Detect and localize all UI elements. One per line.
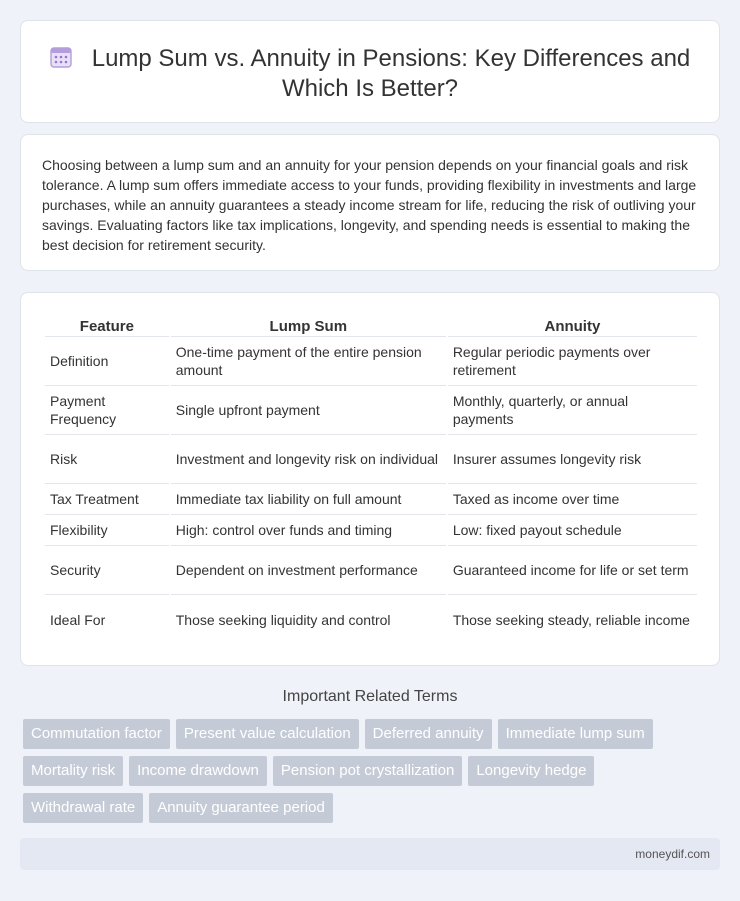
table-cell: Definition	[45, 337, 169, 386]
page-title: Lump Sum vs. Annuity in Pensions: Key Differences and Which Is Better?	[91, 45, 691, 102]
title-card	[20, 20, 720, 123]
table-row	[45, 435, 697, 484]
comparison-card	[20, 292, 720, 666]
table-row	[45, 515, 697, 546]
table-cell: Insurer assumes longevity risk	[448, 435, 697, 484]
table-cell: Investment and longevity risk on individual	[171, 435, 446, 484]
header-annuity: Annuity	[448, 316, 697, 337]
table-cell: Single upfront payment	[171, 386, 446, 435]
related-term-tag[interactable]: Deferred annuity	[365, 719, 492, 749]
related-term-tag[interactable]: Longevity hedge	[468, 756, 594, 786]
table-cell: Those seeking steady, reliable income	[452, 611, 690, 628]
table-cell: Ideal For	[50, 611, 106, 628]
table-row	[45, 546, 697, 595]
table-cell: High: control over funds and timing	[171, 515, 446, 546]
related-terms-list	[23, 719, 713, 830]
related-term-tag[interactable]: Mortality risk	[23, 756, 123, 786]
related-term-tag[interactable]: Income drawdown	[129, 756, 267, 786]
related-term-tag[interactable]: Present value calculation	[176, 719, 359, 749]
calendar-icon	[50, 46, 72, 68]
table-cell: Tax Treatment	[45, 484, 169, 515]
table-cell: Guaranteed income for life or set term	[448, 546, 697, 595]
header-feature: Feature	[45, 316, 169, 337]
table-cell: Regular periodic payments over retirement	[448, 337, 697, 386]
table-cell: Payment Frequency	[45, 386, 169, 435]
table-row	[45, 595, 697, 644]
table-cell: Those seeking liquidity and control	[175, 611, 391, 628]
intro-card	[20, 134, 720, 271]
table-cell: Monthly, quarterly, or annual payments	[448, 386, 697, 435]
related-terms-heading: Important Related Terms	[282, 688, 458, 705]
table-header-row	[45, 316, 697, 337]
table-cell: Low: fixed payout schedule	[448, 515, 697, 546]
related-term-tag[interactable]: Commutation factor	[23, 719, 170, 749]
table-row	[45, 337, 697, 386]
table-cell: Dependent on investment performance	[171, 546, 446, 595]
table-row	[45, 484, 697, 515]
intro-paragraph: Choosing between a lump sum and an annuity for your pension depends on your financial goals and risk tolerance. A lump sum offers immediate access to your funds, providing flexibility in investments and large purchases, while an annuity guarantees a steady income stream for life, reducing the risk of outliving your savings. Evaluating factors like tax implications, longevity, and spending needs is essential to making the best decision for retirement security.	[42, 157, 697, 253]
table-cell: Flexibility	[45, 515, 169, 546]
table-cell: Immediate tax liability on full amount	[171, 484, 446, 515]
footer-site-link[interactable]: moneydif.com	[635, 847, 710, 861]
footer	[20, 838, 720, 870]
related-term-tag[interactable]: Immediate lump sum	[498, 719, 653, 749]
related-term-tag[interactable]: Pension pot crystallization	[273, 756, 462, 786]
table-cell: Security	[45, 546, 169, 595]
table-row	[45, 386, 697, 435]
table-cell: Taxed as income over time	[448, 484, 697, 515]
table-cell: Risk	[45, 435, 169, 484]
comparison-table	[43, 316, 699, 644]
header-lump-sum: Lump Sum	[171, 316, 446, 337]
related-term-tag[interactable]: Withdrawal rate	[23, 793, 143, 823]
table-cell: One-time payment of the entire pension amount	[171, 337, 446, 386]
related-term-tag[interactable]: Annuity guarantee period	[149, 793, 333, 823]
